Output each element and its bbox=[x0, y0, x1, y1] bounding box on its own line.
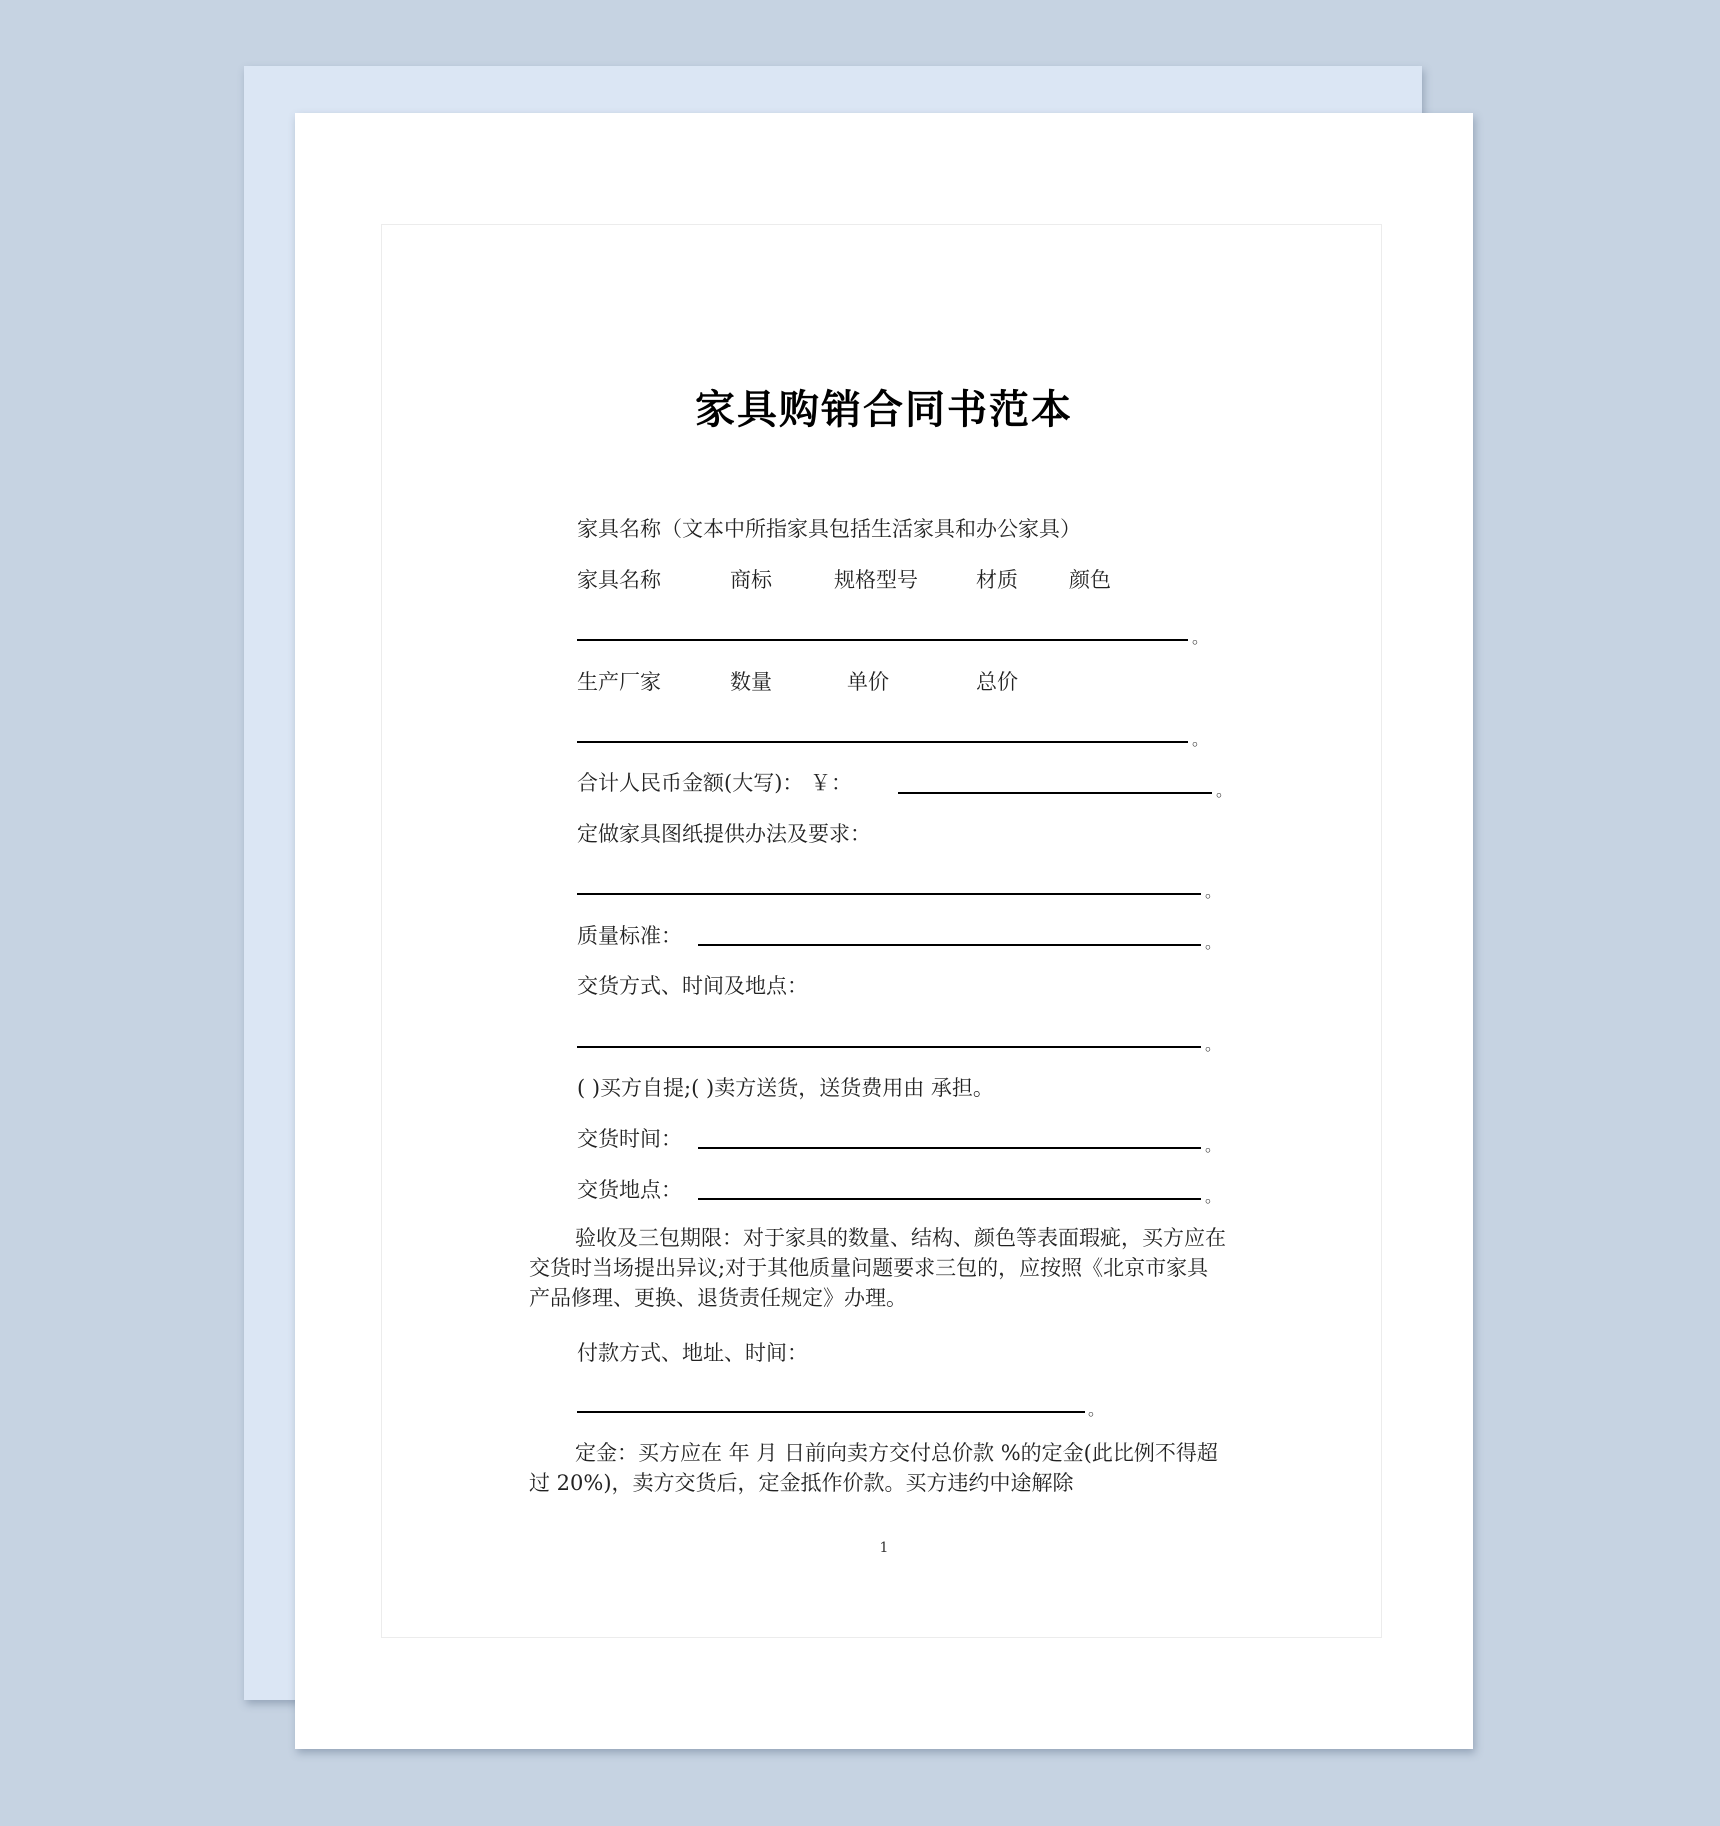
quality-standard-field[interactable] bbox=[698, 944, 1201, 946]
fill-line-1[interactable] bbox=[577, 639, 1188, 641]
payment-method-label: 付款方式、地址、时间： bbox=[577, 1341, 808, 1365]
total-amount-label: 合计人民币金额(大写)： ￥： bbox=[577, 771, 853, 795]
header-brand: 商标 bbox=[730, 568, 772, 592]
drawing-requirements-label: 定做家具图纸提供办法及要求： bbox=[577, 822, 871, 846]
deposit-text: 定金：买方应在 年 月 日前向卖方交付总价款 %的定金(此比例不得超过 20%)，卖方交货后，定金抵作价款。买方违约中途解除 bbox=[529, 1441, 1218, 1495]
header-quantity: 数量 bbox=[730, 670, 772, 694]
header-material: 材质 bbox=[976, 568, 1018, 592]
period-mark: 。 bbox=[1192, 628, 1209, 647]
quality-standard-label: 质量标准： bbox=[577, 924, 682, 948]
document-content bbox=[295, 113, 1473, 1749]
header-total-price: 总价 bbox=[976, 670, 1018, 694]
drawing-requirements-field[interactable] bbox=[577, 893, 1201, 895]
payment-method-field[interactable] bbox=[577, 1411, 1085, 1413]
acceptance-warranty-text: 验收及三包期限：对于家具的数量、结构、颜色等表面瑕疵，买方应在交货时当场提出异议;对于其他质量问题要求三包的，应按照《北京市家具产品修理、更换、退货责任规定》办理。 bbox=[529, 1226, 1226, 1310]
period-mark: 。 bbox=[1216, 781, 1233, 800]
period-mark: 。 bbox=[1205, 882, 1222, 901]
period-mark: 。 bbox=[1205, 1035, 1222, 1054]
delivery-time-field[interactable] bbox=[698, 1147, 1201, 1149]
delivery-time-label: 交货时间： bbox=[577, 1127, 682, 1151]
header-color: 颜色 bbox=[1069, 568, 1111, 592]
deposit-paragraph bbox=[529, 1438, 1229, 1498]
period-mark: 。 bbox=[1205, 1187, 1222, 1206]
header-spec-model: 规格型号 bbox=[834, 568, 918, 592]
period-mark: 。 bbox=[1088, 1400, 1105, 1419]
period-mark: 。 bbox=[1205, 933, 1222, 952]
delivery-method-field[interactable] bbox=[577, 1046, 1201, 1048]
delivery-place-field[interactable] bbox=[698, 1198, 1201, 1200]
fill-line-2[interactable] bbox=[577, 741, 1188, 743]
page-number: 1 bbox=[879, 1540, 889, 1556]
header-furniture-name: 家具名称 bbox=[577, 568, 661, 592]
acceptance-warranty-paragraph bbox=[529, 1223, 1229, 1313]
document-title: 家具购销合同书范本 bbox=[695, 387, 1073, 433]
delivery-method-label: 交货方式、时间及地点： bbox=[577, 974, 808, 998]
delivery-place-label: 交货地点： bbox=[577, 1178, 682, 1202]
header-unit-price: 单价 bbox=[847, 670, 889, 694]
period-mark: 。 bbox=[1192, 730, 1209, 749]
total-amount-field[interactable] bbox=[898, 792, 1212, 794]
delivery-option-text: ( )买方自提;( )卖方送货，送货费用由 承担。 bbox=[577, 1076, 994, 1100]
front-page-sheet bbox=[295, 113, 1473, 1749]
header-manufacturer: 生产厂家 bbox=[577, 670, 661, 694]
period-mark: 。 bbox=[1205, 1136, 1222, 1155]
furniture-name-note: 家具名称（文本中所指家具包括生活家具和办公家具） bbox=[577, 517, 1081, 541]
